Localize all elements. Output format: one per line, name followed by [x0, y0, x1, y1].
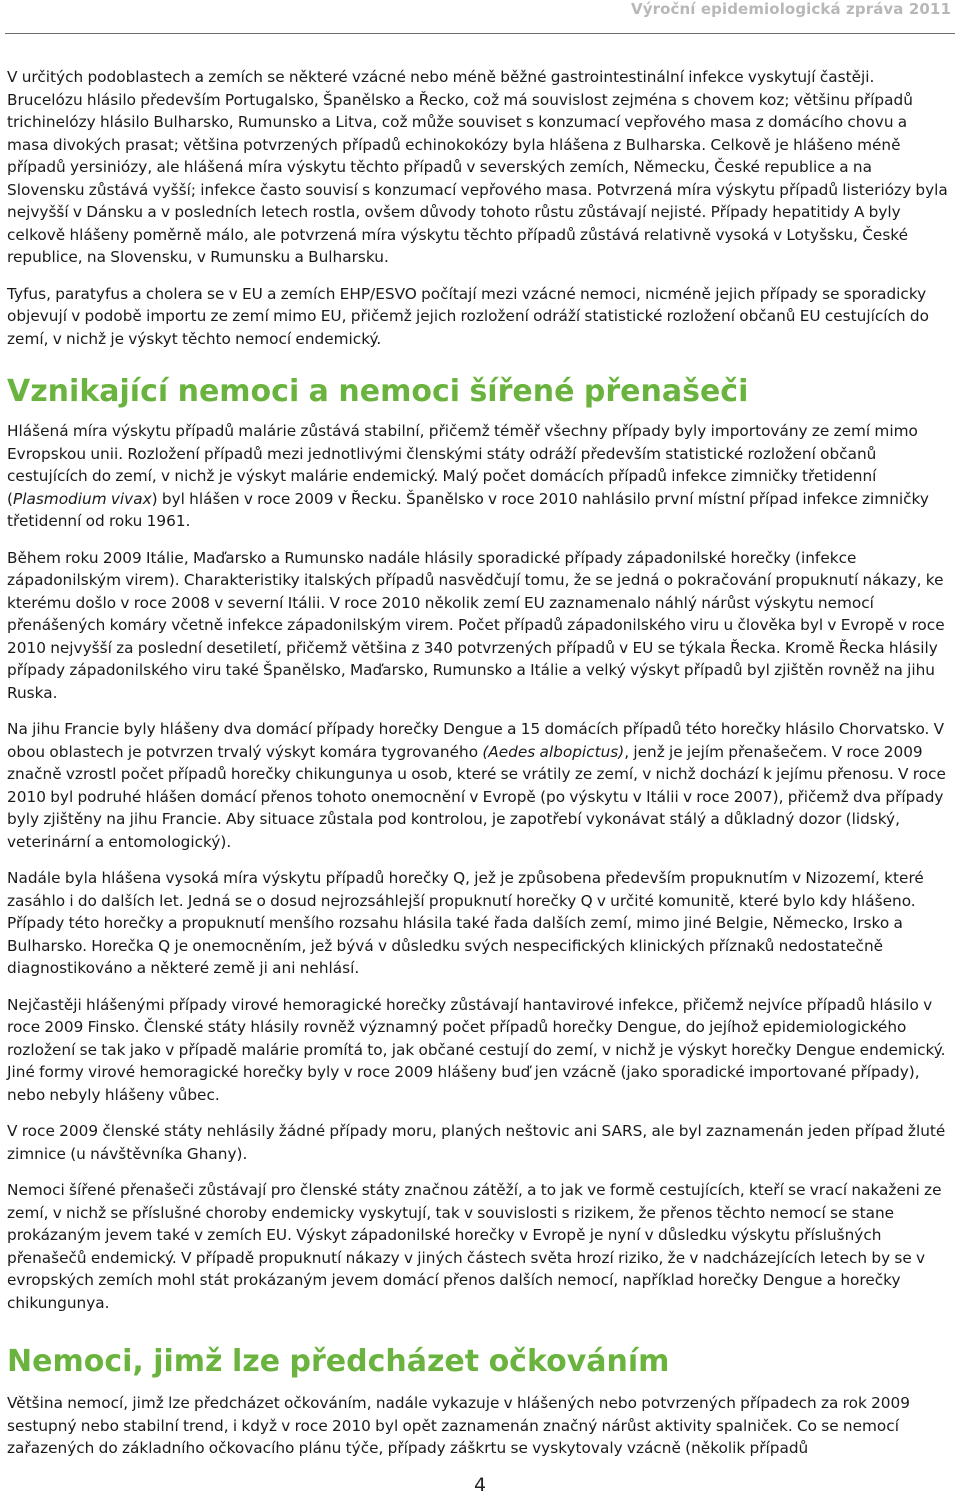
paragraph-malaria — [7, 420, 953, 533]
paragraph-vaccination: Většina nemocí, jimž lze předcházet očkováním, nadále vykazuje v hlášených nebo potvrzených případech za rok 2009 sestupný nebo stabilní trend, i když v roce 2010 byl opět zaznamenán značný nárůst aktivity spalniček. Co se nemocí zařazených do základního očkovacího plánu týče, případy záškrtu se vyskytovaly vzácně (několik případů — [7, 1394, 911, 1457]
paragraph-gastrointestinal — [7, 66, 953, 269]
paragraph-text: Hlášená míra výskytu případů malárie zůstává stabilní, přičemž téměř všechny případy byly importovány ze zemí mimo Evropskou unii. Rozložení případů mezi jednotlivými členskými státy odráží především statistické rozložení občanů cestujících do zemí, v nichž je výskyt malárie endemický. Malý počet domácích případů infekce zimničky třetidenní ( — [7, 422, 918, 508]
paragraph-dengue — [7, 718, 953, 853]
species-name-plasmodium: Plasmodium vivax — [12, 489, 152, 508]
running-header-title: Výroční epidemiologická zpráva 2011 — [631, 0, 951, 18]
section-heading-vector-borne: Vznikající nemoci a nemoci šířené přenašeči — [7, 374, 749, 409]
paragraph-text: V určitých podoblastech a zemích se některé vzácné nebo méně běžné gastrointestinální infekce vyskytují častěji. Brucelózu hlásilo především Portugalsko, Španělsko a Řecko, což má souvislost zejména s chovem koz; většinu případů trichinelózy hlásilo Bulharsko, Rumunsko a Litva, což může souviset s konzumací vepřového masa z domácího chovu a masa divokých prasat; většina potvrzených případů echinokokózy byla hlášena z Bulharska. Celkově je hlášeno méně případů yersiniózy, ale hlášená míra výskytu těchto případů v severských zemích, Německu, České republice a na Slovensku zůstává vyšší; infekce často souvisí s konzumací vepřového masa. Potvrzená míra výskytu případů listeriózy byla nejvyšší v Dánsku a v posledních letech rostla, ovšem důvody tohoto růstu zůstávají nejisté. Případy hepatitidy A byly celkově hlášeny poměrně málo, ale potvrzená míra výskytu těchto případů zůstává relativně vysoká v Lotyšsku, České republice, na Slovensku, v Rumunsku a Bulharsku. — [7, 68, 948, 266]
page-body — [7, 66, 953, 1460]
paragraph-hemorrhagic-fever: Nejčastěji hlášenými případy virové hemoragické horečky zůstávají hantavirové infekce, přičemž nejvíce případů hlásilo v roce 2009 Finsko. Členské státy hlásily rovněž významný počet případů horečky Dengue, do jejíhož epidemiologického rozložení se tak jako v případě malárie promítá to, jak občané cestují do zemí, v nichž je výskyt horečky Dengue endemický. Jiné formy virové hemoragické horečky byly v roce 2009 hlášeny buď jen vzácně (jako sporadické importované případy), nebo nebyly hlášeny vůbec. — [7, 995, 946, 1104]
paragraph-vector-burden: Nemoci šířené přenašeči zůstávají pro členské státy značnou zátěží, a to jak ve formě cestujících, kteří se vrací nakaženi ze zemí, v nichž se příslušné choroby endemicky vyskytují, tak v souvislosti s rizikem, že přenos těchto nemocí se stane prokázaným jevem také v zemích EU. Výskyt západonilské horečky v Evropě je nyní v důsledku výskytu příslušných přenašečů endemický. V případě propuknutí nákazy v jiných částech světa hrozí riziko, že v nadcházejících letech by se v evropských zemích mohl stát prokázaným jevem domácí přenos dalších nemocí, například horečky Dengue a horečky chikungunya. — [7, 1181, 942, 1312]
paragraph-plague-sars: V roce 2009 členské státy nehlásily žádné případy moru, planých neštovic ani SARS, ale byl zaznamenán jeden případ žluté zimnice (u návštěvníka Ghany). — [7, 1122, 946, 1163]
paragraph-text: , jenž je jejím přenašečem. V roce 2009 značně vzrostl počet případů horečky chikungunya u osob, které se vrátily ze zemí, v nichž dochází k jejímu přenosu. V roce 2010 byl podruhé hlášen domácí přenos tohoto onemocnění v Evropě (po výskytu v Itálii v roce 2007), přičemž dva případy byly zjištěny na jihu Francie. Aby situace zůstala pod kontrolou, je zapotřebí vykonávat stálý a důkladný dozor (lidský, veterinární a entomologický). — [7, 742, 946, 851]
paragraph-west-nile: Během roku 2009 Itálie, Maďarsko a Rumunsko nadále hlásily sporadické případy západonilské horečky (infekce západonilským virem). Charakteristiky italských případů nasvědčují tomu, že se jedná o pokračování propuknutí nákazy, ke kterému došlo v roce 2008 v severní Itálii. V roce 2010 několik zemí EU zaznamenalo náhlý nárůst výskytu nemocí přenášených komáry včetně infekce západonilským virem. Počet případů západonilského viru u člověka byl v Evropě v roce 2010 nejvyšší za poslední desetiletí, přičemž většina z 340 potvrzených případů v EU se týkala Řecka. Kromě Řecka hlásily případy západonilského viru také Španělsko, Maďarsko, Rumunsko a Itálie a velký výskyt případů byl zjištěn rovněž na jihu Ruska. — [7, 548, 945, 702]
paragraph-text: ) byl hlášen v roce 2009 v Řecku. Španělsko v roce 2010 nahlásilo první místní případ infekce zimničky třetidenní od roku 1961. — [7, 489, 929, 530]
species-name-aedes: (Aedes albopictus) — [482, 742, 625, 761]
header-divider — [5, 33, 955, 34]
paragraph-typhoid: Tyfus, paratyfus a cholera se v EU a zemích EHP/ESVO počítají mezi vzácné nemoci, nicméně jejich případy se sporadicky objevují v podobě importu ze zemí mimo EU, přičemž jejich rozložení odráží statistické rozložení občanů EU cestujících do zemí, v nichž je výskyt těchto nemocí endemický. — [7, 284, 929, 348]
paragraph-q-fever: Nadále byla hlášena vysoká míra výskytu případů horečky Q, jež je způsobena především propuknutím v Nizozemí, které zasáhlo i do dalších let. Jedná se o dosud nejrozsáhlejší propuknutí horečky Q v určité komunitě, které bylo kdy hlášeno. Případy této horečky a propuknutí menšího rozsahu hlásila také řada dalších zemí, mimo jiné Belgie, Německo, Irsko a Bulharsko. Horečka Q je onemocněním, jež bývá v důsledku svých nespecifických klinických příznaků nedostatečně diagnostikováno a některé země ji ani nehlásí. — [7, 869, 924, 977]
paragraph-text: Na jihu Francie byly hlášeny dva domácí případy horečky Dengue a 15 domácích případů této horečky hlásilo Chorvatsko. V obou oblastech je potvrzen trvalý výskyt komára tygrovaného — [7, 720, 945, 761]
page-number: 4 — [473, 1474, 487, 1496]
section-heading-vaccine-preventable: Nemoci, jimž lze předcházet očkováním — [7, 1344, 670, 1379]
